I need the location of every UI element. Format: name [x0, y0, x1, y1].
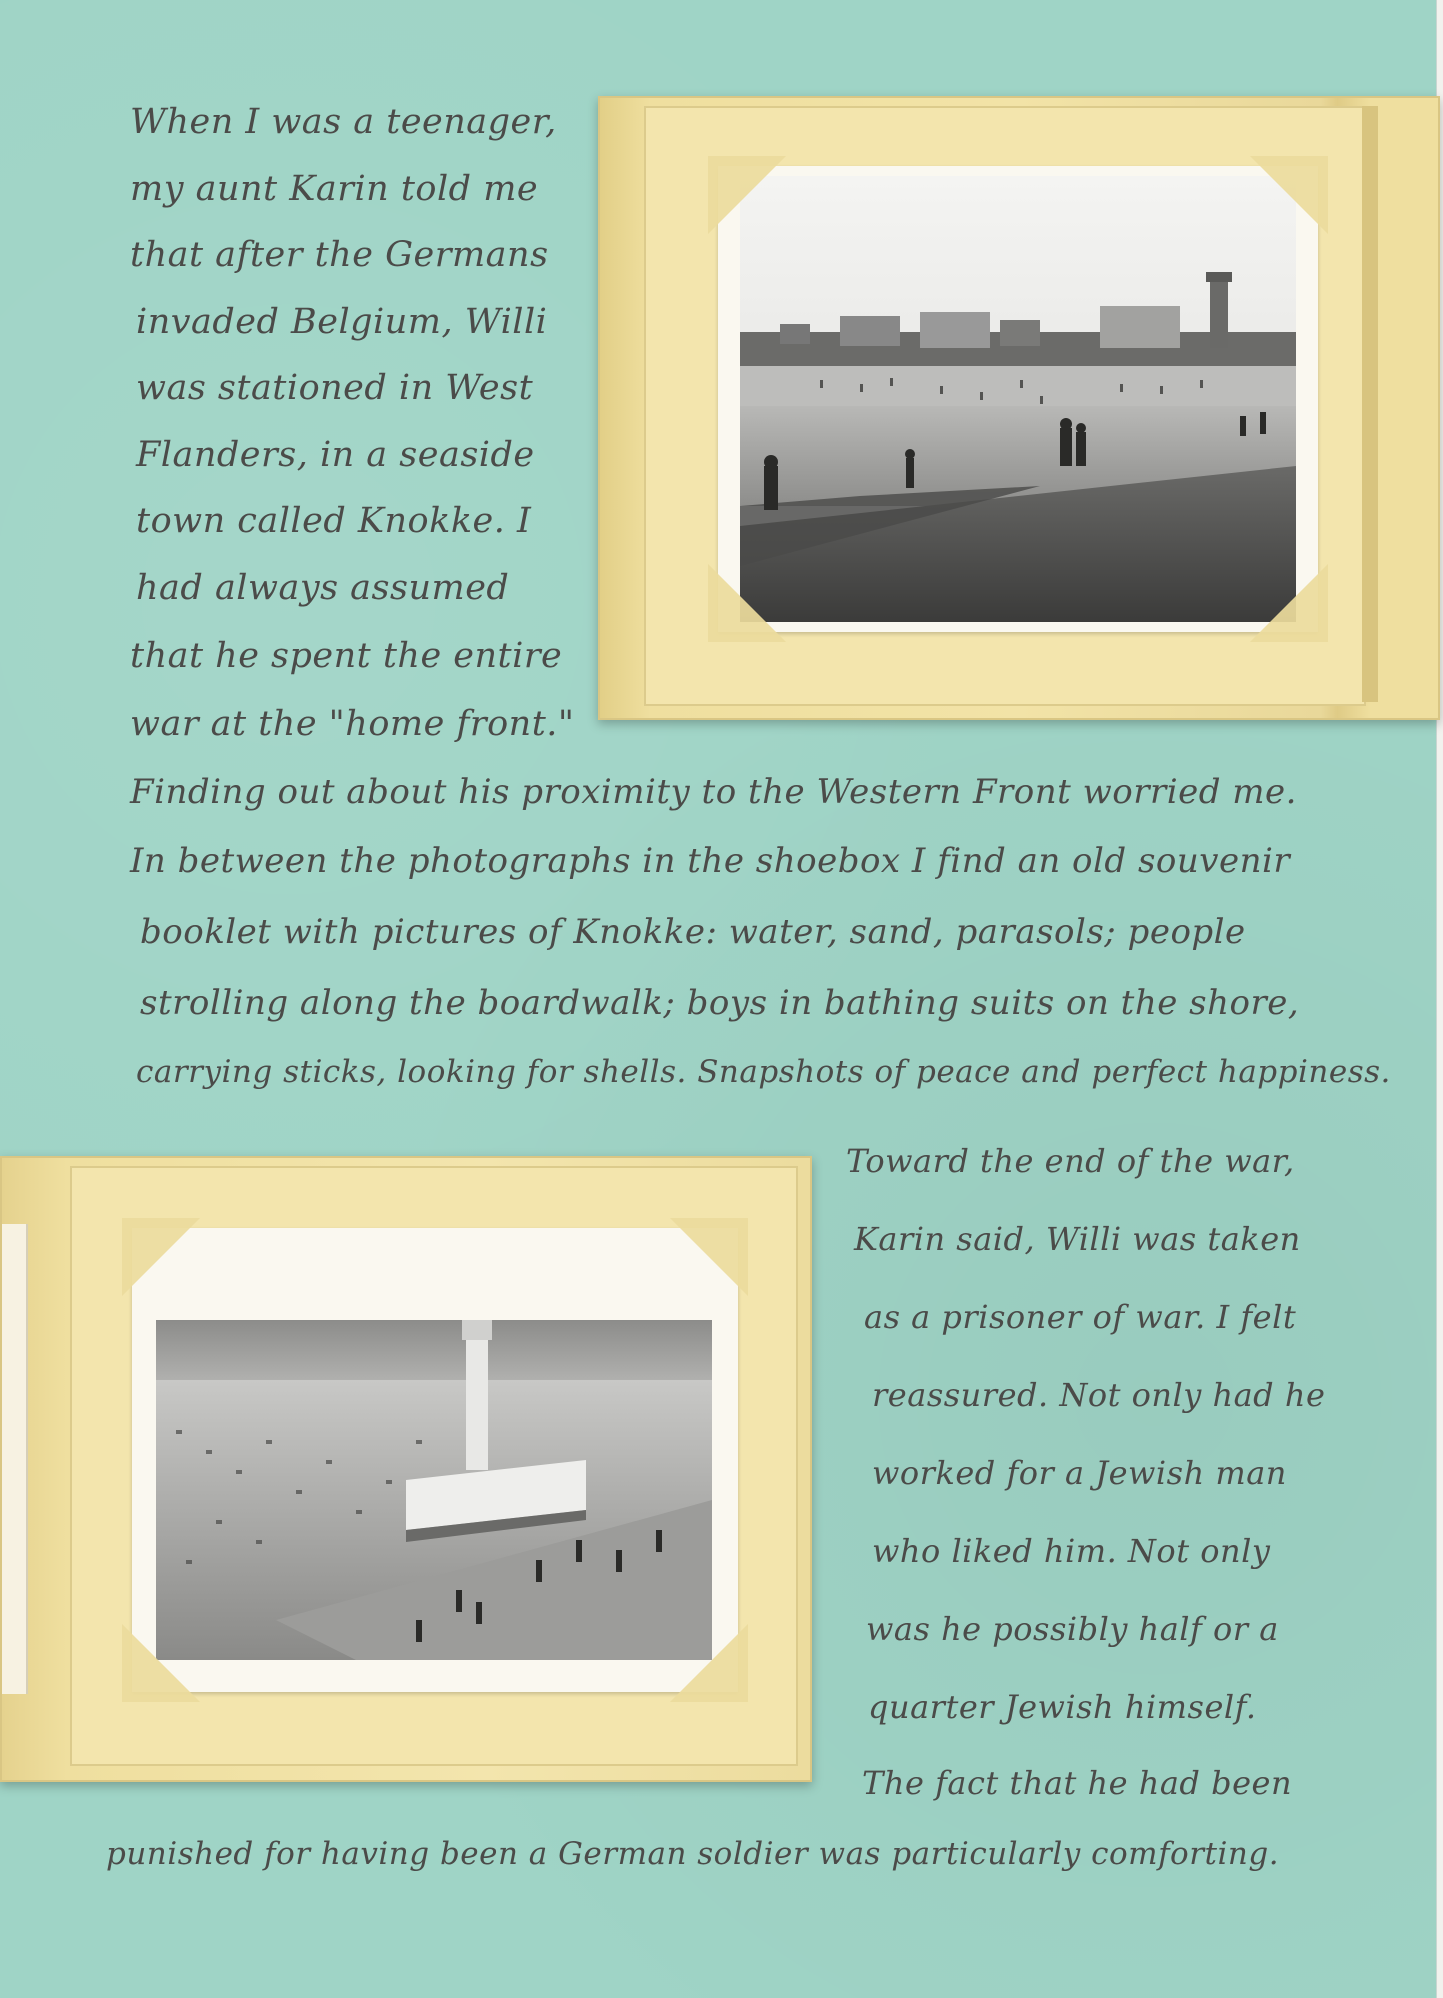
handwritten-line: that after the Germans — [130, 235, 549, 275]
handwritten-line: as a prisoner of war. I felt — [864, 1298, 1297, 1336]
album-previous-page — [2, 1224, 28, 1694]
handwritten-line: Toward the end of the war, — [846, 1142, 1295, 1180]
handwritten-line: The fact that he had been — [862, 1764, 1293, 1802]
handwritten-line: worked for a Jewish man — [872, 1454, 1287, 1492]
handwritten-line: who liked him. Not only — [872, 1532, 1271, 1570]
album-spine — [1362, 106, 1378, 702]
boardwalk-photo-image — [156, 1320, 712, 1660]
handwritten-line: Flanders, in a seaside — [136, 435, 535, 475]
handwritten-line: carrying sticks, looking for shells. Snapshots of peace and perfect happiness. — [136, 1054, 1391, 1090]
boardwalk-photo — [132, 1228, 738, 1692]
handwritten-line: town called Knokke. I — [136, 501, 532, 541]
handwritten-line: booklet with pictures of Knokke: water, sand, parasols; people — [140, 912, 1246, 952]
handwritten-line: Finding out about his proximity to the Western Front worried me. — [130, 772, 1297, 812]
handwritten-line: was he possibly half or a — [866, 1610, 1279, 1648]
handwritten-line: In between the photographs in the shoebox I find an old souvenir — [130, 841, 1291, 881]
handwritten-line: war at the "home front." — [130, 704, 575, 744]
handwritten-line: invaded Belgium, Willi — [136, 302, 548, 342]
photo-corner — [122, 1218, 200, 1296]
handwritten-line: my aunt Karin told me — [130, 169, 539, 209]
photo-corner — [670, 1218, 748, 1296]
handwritten-line: Karin said, Willi was taken — [854, 1220, 1301, 1258]
handwritten-line: punished for having been a German soldier was particularly comforting. — [106, 1836, 1280, 1872]
beach-photo-image — [740, 166, 1296, 632]
handwritten-line: strolling along the boardwalk; boys in bathing suits on the shore, — [140, 983, 1300, 1023]
handwritten-line: that he spent the entire — [130, 636, 563, 676]
handwritten-line: reassured. Not only had he — [872, 1376, 1326, 1414]
handwritten-line: When I was a teenager, — [130, 102, 557, 142]
handwritten-line: was stationed in West — [136, 368, 534, 408]
handwritten-line: had always assumed — [136, 568, 510, 608]
beach-photo — [718, 166, 1318, 632]
handwritten-line: quarter Jewish himself. — [868, 1688, 1257, 1726]
